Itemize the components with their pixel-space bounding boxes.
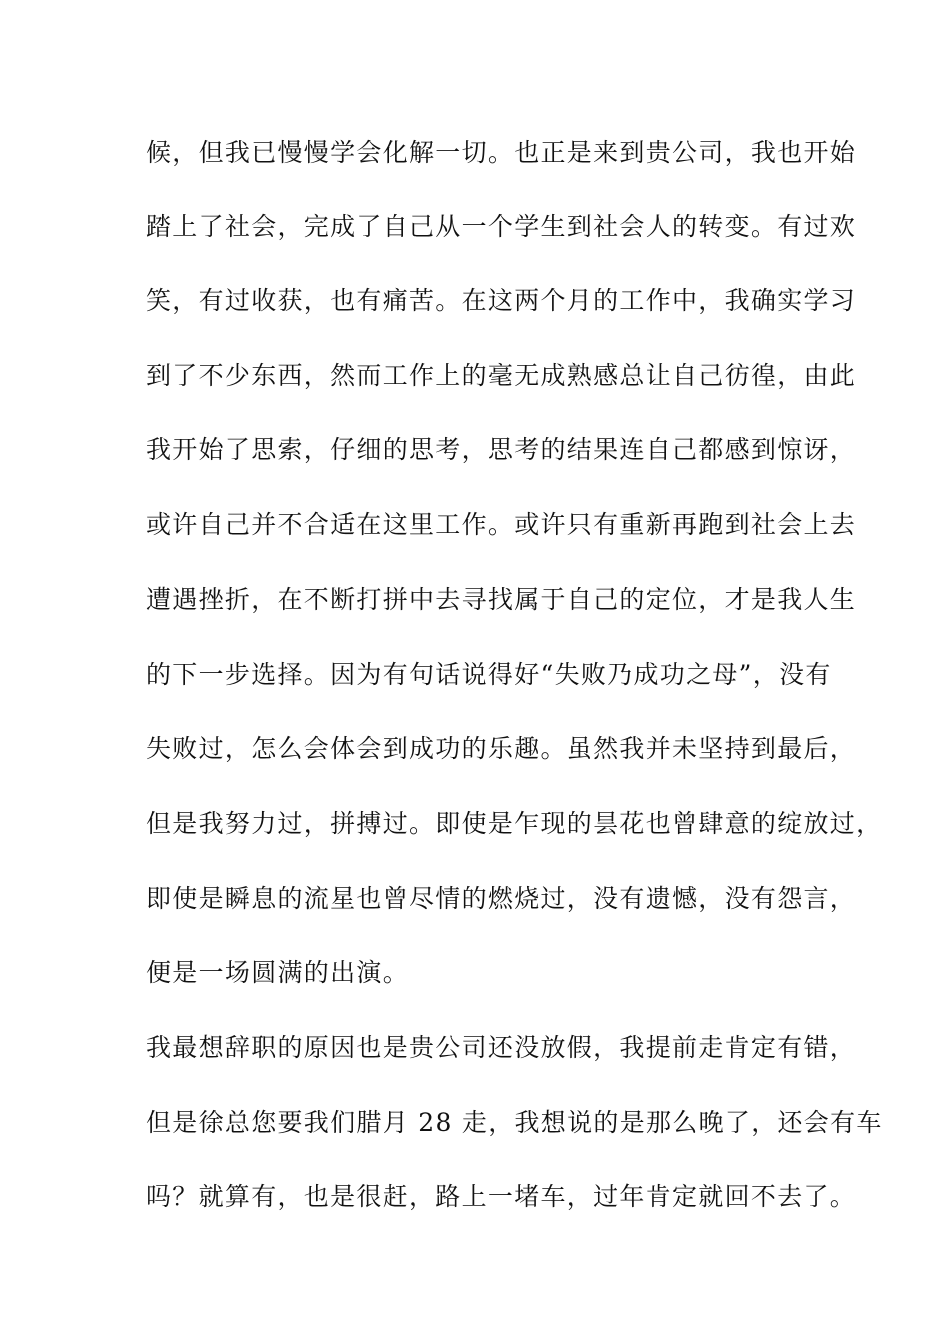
text-line: 我开始了思索，仔细的思考，思考的结果连自己都感到惊讶，: [146, 435, 857, 464]
text-line: 到了不少东西，然而工作上的毫无成熟感总让自己彷徨，由此: [146, 361, 857, 390]
text-line: 笑，有过收获，也有痛苦。在这两个月的工作中，我确实学习: [146, 286, 857, 315]
text-line: 遭遇挫折，在不断打拼中去寻找属于自己的定位，才是我人生: [146, 585, 857, 614]
text-line: 踏上了社会，完成了自己从一个学生到社会人的转变。有过欢: [146, 212, 857, 241]
text-line: 吗？就算有，也是很赶，路上一堵车，过年肯定就回不去了。: [146, 1182, 857, 1211]
text-line: 便是一场圆满的出演。: [146, 958, 410, 987]
text-line: 即使是瞬息的流星也曾尽情的燃烧过，没有遗憾，没有怨言，: [146, 884, 857, 913]
text-line: 但是我努力过，拼搏过。即使是乍现的昙花也曾肆意的绽放过，: [146, 809, 883, 838]
text-line: 我最想辞职的原因也是贵公司还没放假，我提前走肯定有错，: [146, 1033, 857, 1062]
text-line: 但是徐总您要我们腊月 28 走，我想说的是那么晚了，还会有车: [146, 1108, 883, 1137]
text-line: 的下一步选择。因为有句话说得好“失败乃成功之母”，没有: [146, 660, 832, 689]
text-line: 失败过，怎么会体会到成功的乐趣。虽然我并未坚持到最后，: [146, 734, 857, 763]
text-line: 候，但我已慢慢学会化解一切。也正是来到贵公司，我也开始: [146, 138, 857, 167]
text-line: 或许自己并不合适在这里工作。或许只有重新再跑到社会上去: [146, 510, 857, 539]
